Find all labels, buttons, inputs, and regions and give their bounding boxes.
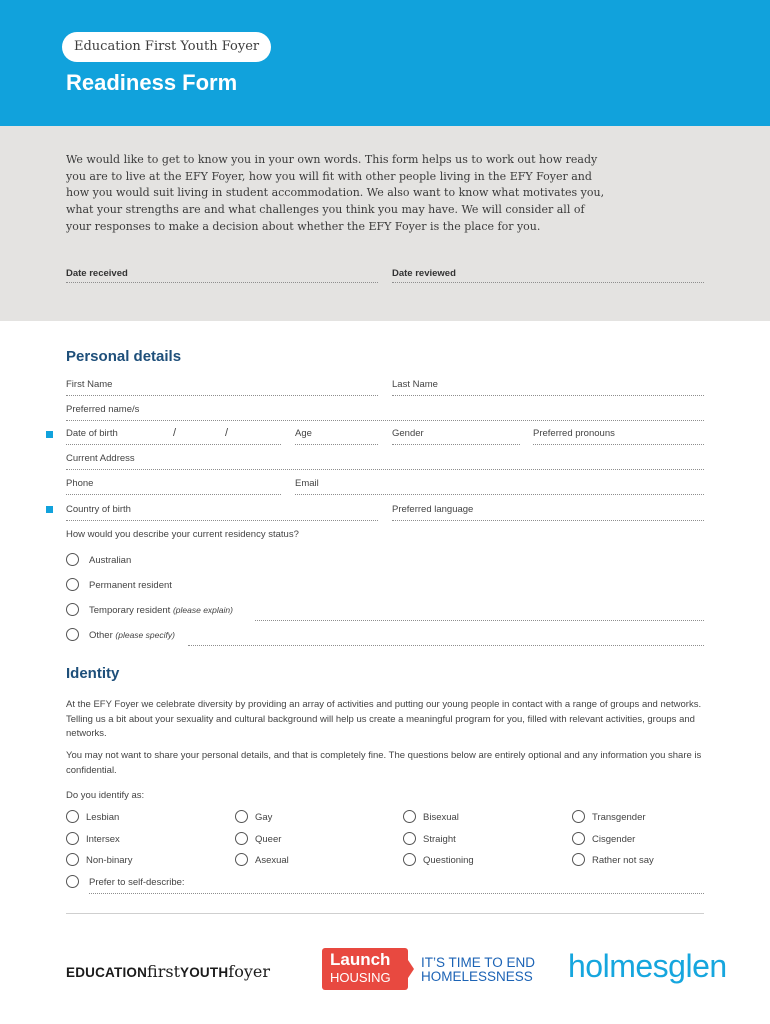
age-field[interactable] [295,444,378,445]
date-of-birth-field[interactable] [66,444,281,445]
identity-question: Do you identify as: [66,790,145,801]
preferred-names-label: Preferred name/s [66,404,140,415]
residency-option-note: (please specify) [115,630,175,640]
identity-self-describe-radio[interactable] [66,875,79,888]
last-name-label: Last Name [392,379,438,390]
country-of-birth-label: Country of birth [66,504,131,515]
identity-paragraph-1: At the EFY Foyer we celebrate diversity by providing an array of activities and putting our young people in contact with a range of groups and networks. Telling us a bit about your sexuality and cultural background will help us create a meaningful program for you, filled with relevant activities, groups and networks. [66,699,702,740]
identity-option-label: Transgender [592,812,646,823]
residency-australian-radio[interactable] [66,553,79,566]
launch-housing-logo [322,948,408,990]
identity-option-label: Bisexual [423,812,459,823]
preferred-language-field[interactable] [392,520,704,521]
date-of-birth-label: Date of birth [66,428,118,439]
email-label: Email [295,478,319,489]
identity-cisgender-radio[interactable] [572,832,585,845]
first-name-field[interactable] [66,395,378,396]
identity-option-label: Rather not say [592,855,654,866]
temporary-explain-field[interactable] [255,620,704,621]
identity-transgender-radio[interactable] [572,810,585,823]
identity-rather-not-say-radio[interactable] [572,853,585,866]
self-describe-label: Prefer to self-describe: [89,877,185,888]
residency-option-label: Permanent resident [89,580,172,591]
other-specify-field[interactable] [188,645,704,646]
residency-option-note: (please explain) [172,605,233,615]
identity-intersex-radio[interactable] [66,832,79,845]
holmesglen-logo: holmesglen [568,948,727,984]
personal-details-heading: Personal details [66,348,182,365]
identity-option-label: Gay [255,812,273,823]
date-separator: / [173,427,177,439]
last-name-field[interactable] [392,395,704,396]
residency-temporary-radio[interactable] [66,603,79,616]
intro-line: your responses to make a decision about whether the EFY Foyer is the place for you. [66,219,541,233]
self-describe-field[interactable] [89,893,704,894]
email-field[interactable] [295,494,704,495]
age-label: Age [295,428,312,439]
identity-option-label: Asexual [255,855,289,866]
identity-option-label: Questioning [423,855,474,866]
date-reviewed-label: Date reviewed [392,268,456,279]
identity-heading: Identity [66,665,120,682]
launch-arrow-shape [400,948,414,990]
intro-line: We would like to get to know you in your own words. This form helps us to work out how ready [66,153,598,166]
identity-option-label: Straight [423,834,456,845]
date-separator: / [225,427,229,439]
form-title: Readiness Form [66,70,238,95]
residency-option-label: Temporary resident (please explain) [89,605,233,616]
footer-divider [66,913,704,914]
identity-option-label: Non-binary [86,855,133,866]
intro-line: what your strengths are and what challenges you think you may have. We will consider all of [66,203,585,217]
current-address-field[interactable] [66,469,704,470]
identity-straight-radio[interactable] [403,832,416,845]
launch-logo-line1: Launch [330,950,391,969]
identity-lesbian-radio[interactable] [66,810,79,823]
date-received-label: Date received [66,268,128,279]
phone-label: Phone [66,478,94,489]
identity-option-label: Queer [255,834,282,845]
intro-paragraph [66,152,626,236]
identity-queer-radio[interactable] [235,832,248,845]
preferred-pronouns-field[interactable] [533,444,704,445]
identity-option-label: Intersex [86,834,120,845]
intro-line: how you would suit living in student accommodation. We also want to know what motivates you, [66,186,605,200]
identity-paragraph-2: You may not want to share your personal details, and that is completely fine. The questions below are entirely optional and any information you share is confidential. [66,750,702,776]
first-name-label: First Name [66,379,113,390]
end-homelessness-tagline: IT’S TIME TO END HOMELESSNESS [421,955,536,984]
preferred-names-field[interactable] [66,420,704,421]
preferred-language-label: Preferred language [392,504,474,515]
country-of-birth-field[interactable] [66,520,378,521]
residency-permanent-radio[interactable] [66,578,79,591]
current-address-label: Current Address [66,453,135,464]
gender-field[interactable] [392,444,520,445]
date-received-field[interactable] [66,282,378,283]
required-marker [46,431,53,438]
date-reviewed-field[interactable] [392,282,704,283]
header-band [0,0,770,126]
residency-option-label: Other (please specify) [89,630,175,641]
preferred-pronouns-label: Preferred pronouns [533,428,615,439]
identity-questioning-radio[interactable] [403,853,416,866]
identity-asexual-radio[interactable] [235,853,248,866]
residency-other-radio[interactable] [66,628,79,641]
gender-label: Gender [392,428,424,439]
phone-field[interactable] [66,494,281,495]
identity-bisexual-radio[interactable] [403,810,416,823]
org-name-pill: Education First Youth Foyer [62,32,271,62]
residency-question: How would you describe your current residency status? [66,529,299,540]
intro-line: you are to live at the EFY Foyer, how you will fit with other people living in the EFY Foyer and [66,169,592,183]
launch-logo-line2: HOUSING [330,970,391,985]
identity-option-label: Lesbian [86,812,120,823]
identity-gay-radio[interactable] [235,810,248,823]
identity-non-binary-radio[interactable] [66,853,79,866]
required-marker [46,506,53,513]
identity-option-label: Cisgender [592,834,636,845]
efy-logo: EDUCATIONfirstYOUTHfoyer [66,962,270,981]
residency-option-label: Australian [89,555,132,566]
